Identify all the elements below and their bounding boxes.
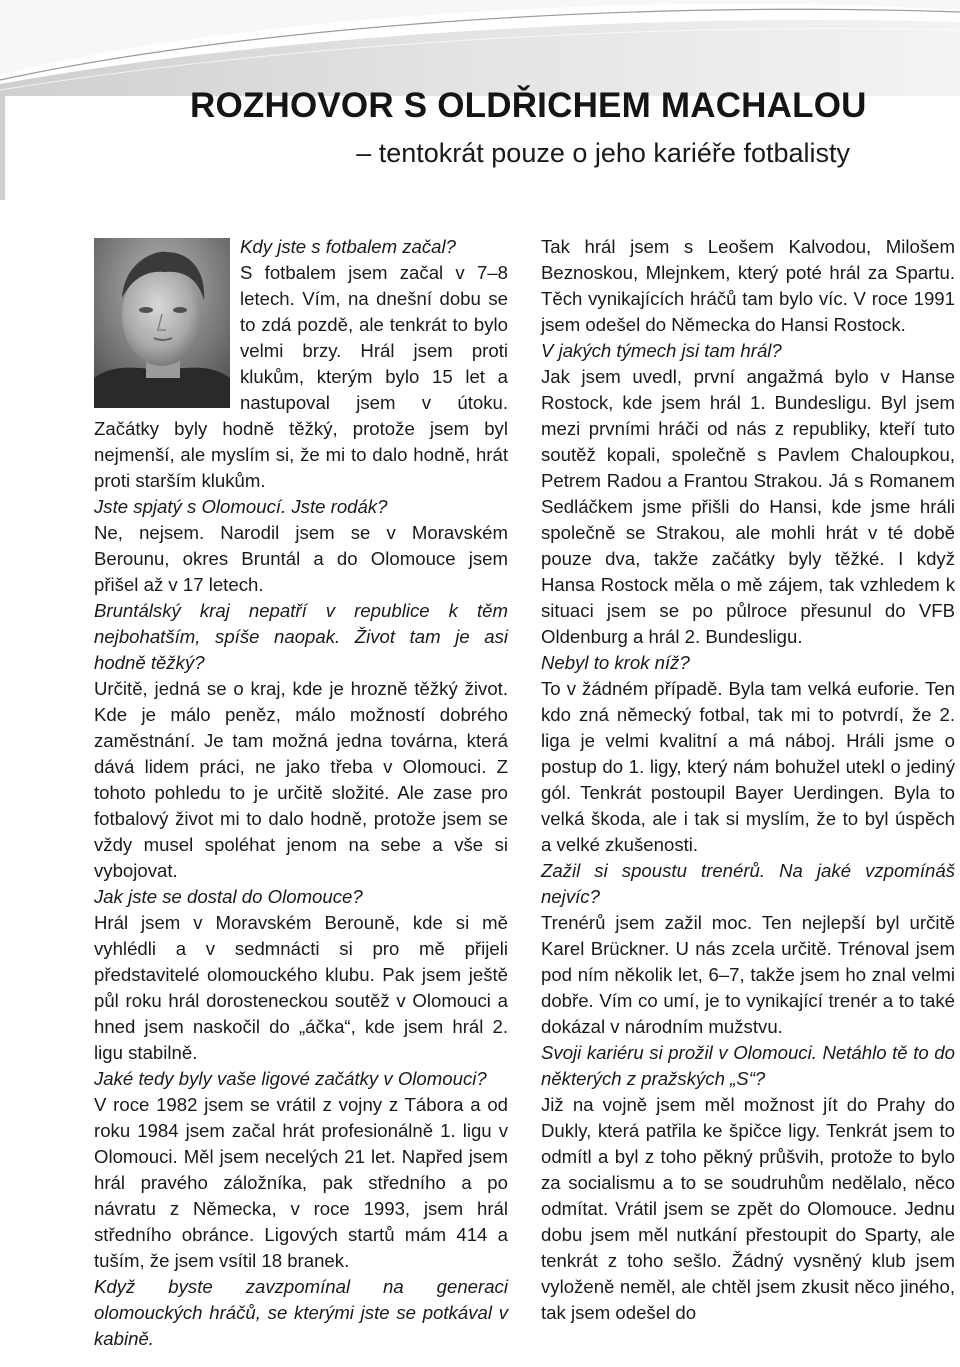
question-text: Jak jste se dostal do Olomouce? [94, 886, 363, 907]
answer-text: To v žádném případě. Byla tam velká euforie. Ten kdo zná německý fotbal, tak mi to potvrdí, že 2. liga je velmi kvalitní a má náboj. Hráli jsme o postup do 1. ligy, který nám bohužel utekl o jediný gól. Tenkrát postoupil Bayer Uerdingen. Byla to velká škoda, ale i tak si myslím, že to byl úspěch a velké zkušenosti. [541, 678, 955, 855]
photo-spacer [94, 234, 240, 416]
answer-text: Jak jsem uvedl, první angažmá bylo v Hanse Rostock, kde jsem hrál 1. Bundesligu. Byl jsem mezi prvními hráči od nás z republiky, kteří tuto soutěž kopali, společně s Pavlem Chaloupkou, Petrem Radou a Frantou Strakou. Já s Romanem Sedláčkem jsme přišli do Hansi, kde jsme hráli společně se Strakou, ale mohli hrát v té době pouze dva, takže začátky byly těžké. I když Hansa Rostock měla o mě zájem, tak vzhledem k situaci jsem se po půlroce přesunul do VFB Oldenburg a hrál 2. Bundesligu. [541, 366, 955, 647]
question-text: Zažil si spoustu trenérů. Na jaké vzpomínáš nejvíc? [541, 860, 955, 907]
answer-text: S fotbalem jsem začal v 7–8 letech. Vím, na dnešní dobu se to zdá pozdě, ale tenkrát to bylo velmi brzy. Hrál jsem proti klukům, kterým bylo 15 let a nastupoval jsem v útoku. Začátky byly hodně těžký, protože jsem byl nejmenší, ale myslím si, že mi to dalo hodně, hrát proti starším klukům. [94, 262, 508, 491]
page-subtitle: – tentokrát pouze o jeho kariéře fotbalisty [356, 138, 850, 168]
question-text: Jste spjatý s Olomoucí. Jste rodák? [94, 496, 388, 517]
question-text: Svoji kariéru si prožil v Olomouci. Netáhlo tě to do některých z pražských „S“? [541, 1042, 955, 1089]
question-text: Kdy jste s fotbalem začal? [240, 236, 456, 257]
question-text: Jaké tedy byly vaše ligové začátky v Olomouci? [94, 1068, 487, 1089]
header-banner [0, 0, 960, 200]
answer-text: Trenérů jsem zažil moc. Ten nejlepší byl určitě Karel Brückner. U nás zcela určitě. Trénoval jsem pod ním několik let, 6–7, takže jsem ho znal velmi dobře. Vím co umí, je to vynikající trenér a to také dokázal v národním mužstvu. [541, 912, 955, 1037]
answer-text: V roce 1982 jsem se vrátil z vojny z Tábora a od roku 1984 jsem začal hrát profesionálně 1. ligu v Olomouci. Měl jsem necelých 21 let. Napřed jsem hrál pravého záložníka, pak středního a po návratu z Německa, v roce 1993, jsem hrál středního obránce. Ligových startů mám 414 a tuším, že jsem vsítil 18 branek. [94, 1094, 508, 1271]
answer-text: Určitě, jedná se o kraj, kde je hrozně těžký život. Kde je málo peněz, málo možností dobrého zaměstnání. Je tam možná jedna továrna, která dává lidem práci, ne jako třeba v Olomouci. Z tohoto pohledu to je určitě složité. Ale zase pro fotbalový život mi to dalo hodně, protože jsem se vždy musel spoléhat jenom na sebe a vše si vybojovat. [94, 678, 508, 881]
article-left-column [94, 234, 508, 1352]
answer-text: Již na vojně jsem měl možnost jít do Prahy do Dukly, která patřila ke špičce ligy. Tenkrát jsem to odmítl a byl z toho pěkný průšvih, protože to bylo za socialismu a to se soudruhům nedělalo, něco odmítat. Vrátil jsem se zpět do Olomouce. Jednu dobu jsem měl nutkání přestoupit do Sparty, ale tenkrát z toho sešlo. Žádný vysněný klub jsem vyloženě neměl, ale chtěl jsem zkusit něco jiného, tak jsem odešel do [541, 1094, 955, 1323]
answer-text: Hrál jsem v Moravském Berouně, kde si mě vyhlédli a v sedmnácti si pro mě přijeli představitelé olomouckého klubu. Pak jsem ještě půl roku hrál dorosteneckou soutěž v Olomouci a hned jsem naskočil do „áčka“, kde jsem hrál 2. ligu stabilně. [94, 912, 508, 1063]
article-right-column [541, 234, 955, 1326]
answer-text: Ne, nejsem. Narodil jsem se v Moravském Berounu, okres Bruntál a do Olomouce jsem přišel až v 17 letech. [94, 522, 508, 595]
question-text: V jakých týmech jsi tam hrál? [541, 340, 782, 361]
question-text: Když byste zavzpomínal na generaci olomouckých hráčů, se kterými jste se potkával v kabině. [94, 1276, 508, 1349]
page-title: ROZHOVOR S OLDŘICHEM MACHALOU [190, 86, 867, 125]
question-text: Bruntálský kraj nepatří v republice k těm nejbohatším, spíše naopak. Život tam je asi hodně těžký? [94, 600, 508, 673]
answer-text: Tak hrál jsem s Leošem Kalvodou, Milošem Beznoskou, Mlejnkem, který poté hrál za Spartu. Těch vynikajících hráčů tam bylo víc. V roce 1991 jsem odešel do Německa do Hansi Rostock. [541, 236, 955, 335]
question-text: Nebyl to krok níž? [541, 652, 690, 673]
